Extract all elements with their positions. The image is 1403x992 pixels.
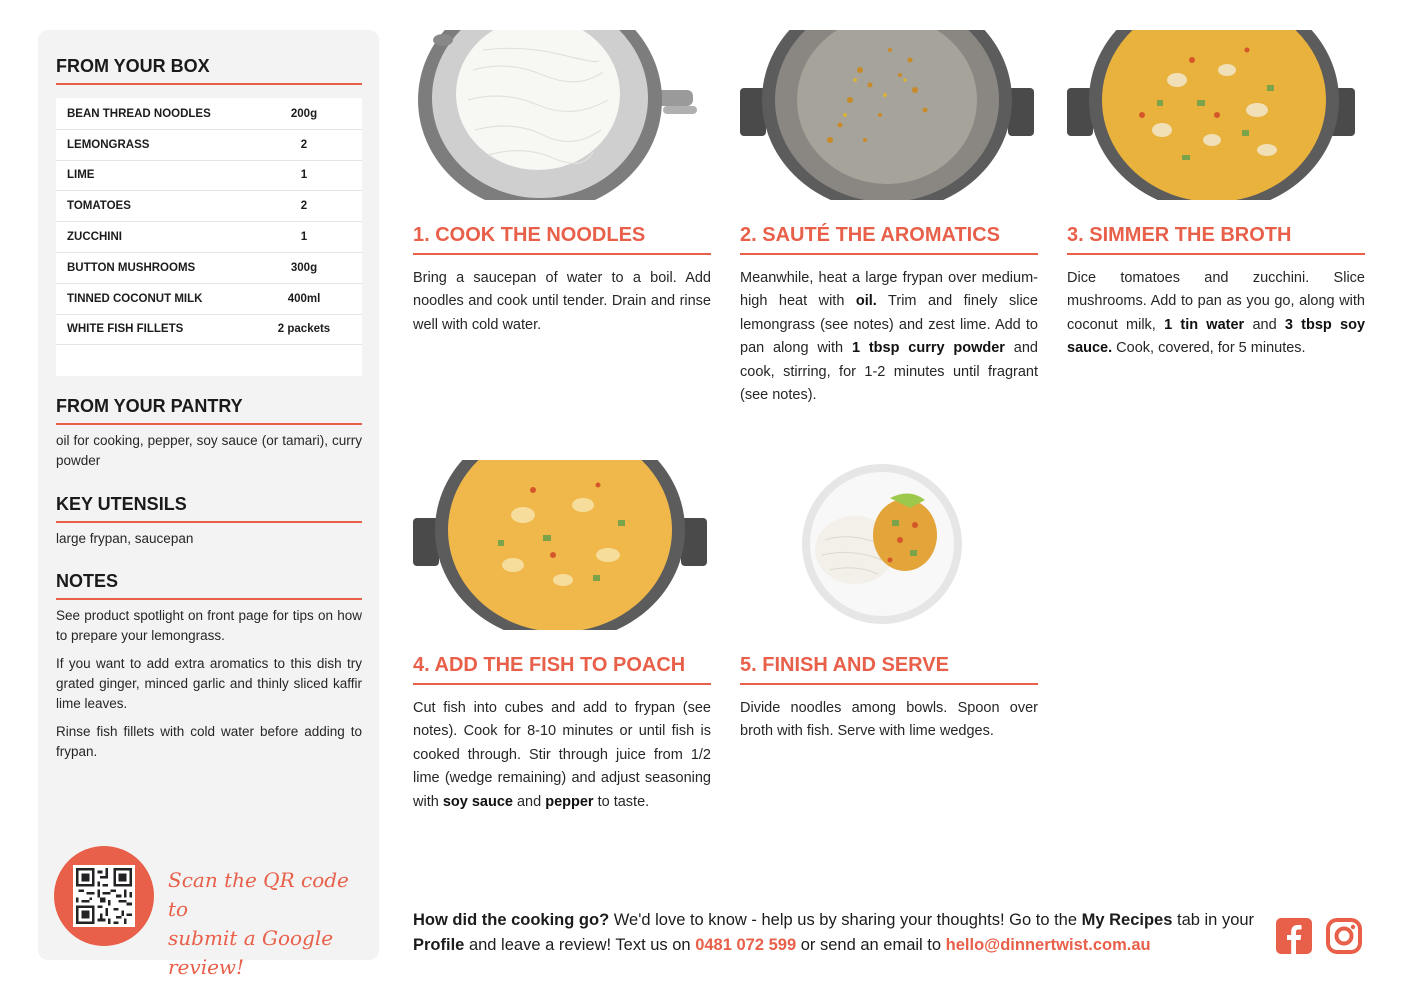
phone-link[interactable]: 0481 072 599 [695, 936, 797, 954]
email-link[interactable]: hello@dinnertwist.com.au [945, 936, 1151, 954]
note-item: See product spotlight on front page for tips on how to prepare your lemongrass. [56, 608, 362, 643]
step-3-text: Dice tomatoes and zucchini. Slice mushrooms. Add to pan as you go, along with coconut milk, 1 tin water and 3 tbsp soy sauce. Cook, covered, for 5 minutes. [1067, 270, 1366, 357]
broth-in-pan-image [1067, 30, 1365, 200]
ingredient-row: ZUCCHINI 1 [56, 222, 362, 253]
review-footer: How did the cooking go? We'd love to know - help us by sharing your thoughts! Go to the My Recipes tab in your Profile and leave a review! Text us on 0481 072 599 or send an email to hello@dinnertwist.com.au [413, 911, 1255, 954]
step-2-title: 2. SAUTÉ THE AROMATICS [740, 224, 1038, 255]
note-item: If you want to add extra aromatics to this dish try grated ginger, minced garlic and thinly sliced kaffir lime leaves. [56, 656, 362, 711]
ingredients-table [56, 98, 362, 376]
ingredient-row: TOMATOES 2 [56, 191, 362, 222]
notes-title: NOTES [56, 571, 362, 600]
key-utensils-title: KEY UTENSILS [56, 494, 362, 523]
step-2-text: Meanwhile, heat a large frypan over medium-high heat with oil. Trim and finely slice lemongrass (see notes) and zest lime. Add to pan along with 1 tbsp curry powder and cook, stirring, for 1-2 minutes until fragrant (see notes). [740, 270, 1038, 404]
from-your-pantry-title: FROM YOUR PANTRY [56, 396, 362, 425]
facebook-icon[interactable] [1275, 917, 1313, 955]
note-item: Rinse fish fillets with cold water before adding to frypan. [56, 724, 362, 759]
noodles-in-strainer-image [413, 30, 711, 200]
plated-dish-image [740, 460, 1038, 630]
step-4-title: 4. ADD THE FISH TO POACH [413, 654, 711, 685]
qr-badge[interactable] [54, 846, 154, 946]
from-your-box-title: FROM YOUR BOX [56, 56, 362, 85]
step-1-text: Bring a saucepan of water to a boil. Add noodles and cook until tender. Drain and rinse well with cold water. [413, 270, 711, 333]
notes-list [56, 606, 362, 770]
qr-caption: Scan the QR code to submit a Google review! [168, 868, 349, 979]
ingredient-row: BEAN THREAD NOODLES 200g [56, 99, 362, 130]
step-4-text: Cut fish into cubes and add to frypan (see notes). Cook for 8-10 minutes or until fish is cooked through. Stir through juice from 1/2 lime (wedge remaining) and adjust seasoning with soy sauce and pepper to taste. [413, 700, 711, 810]
sidebar-panel [38, 30, 379, 979]
ingredient-row: LEMONGRASS 2 [56, 130, 362, 161]
ingredient-row: WHITE FISH FILLETS 2 packets [56, 315, 362, 346]
utensils-text: large frypan, saucepan [56, 531, 194, 546]
qr-code[interactable] [73, 865, 135, 927]
ingredient-row: LIME 1 [56, 161, 362, 192]
ingredient-row: BUTTON MUSHROOMS 300g [56, 253, 362, 284]
aromatics-in-frypan-image [740, 30, 1038, 200]
step-1-title: 1. COOK THE NOODLES [413, 224, 711, 255]
pantry-text: oil for cooking, pepper, soy sauce (or tamari), curry powder [56, 433, 362, 468]
step-5-title: 5. FINISH AND SERVE [740, 654, 1038, 685]
fish-curry-in-pan-image [413, 460, 711, 630]
step-3-title: 3. SIMMER THE BROTH [1067, 224, 1365, 255]
instagram-icon[interactable] [1325, 917, 1363, 955]
ingredient-row: TINNED COCONUT MILK 400ml [56, 284, 362, 315]
step-5-text: Divide noodles among bowls. Spoon over broth with fish. Serve with lime wedges. [740, 700, 1038, 740]
